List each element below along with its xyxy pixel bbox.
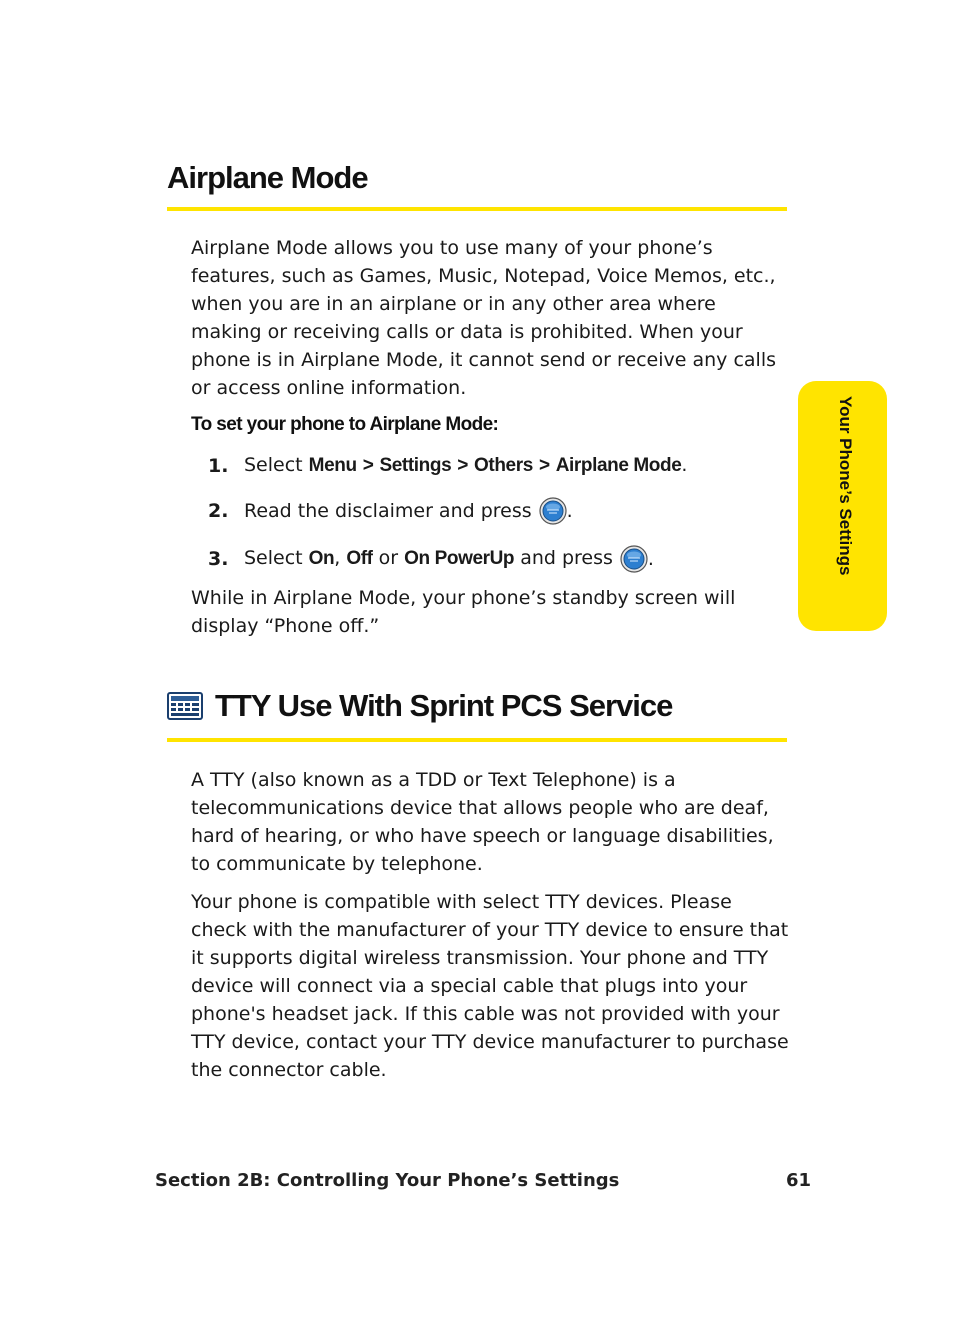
others-label: Others bbox=[474, 455, 533, 476]
airplane-mode-standby-note: While in Airplane Mode, your phone’s standby screen will display “Phone off.” bbox=[191, 587, 736, 637]
page-footer bbox=[155, 1170, 811, 1191]
section-divider bbox=[167, 207, 787, 211]
footer-section: Section 2B: Controlling Your Phone’s Settings bbox=[155, 1170, 620, 1191]
settings-label: Settings bbox=[379, 455, 452, 476]
menu-label: Menu bbox=[308, 455, 357, 476]
step-2: 2. Read the disclaimer and press . bbox=[208, 497, 788, 525]
on-powerup-option: On PowerUp bbox=[404, 548, 515, 569]
tty-keyboard-icon bbox=[167, 692, 203, 720]
step-number: 2. bbox=[208, 500, 229, 522]
step-1 bbox=[208, 451, 788, 480]
tty-compatibility: Your phone is compatible with select TTY devices. Please check with the manufacturer of your TTY device to ensure that it supports digital wireless transmission. Your phone and TTY device will connect via a special cable that plugs into your phone's headset jack. If this cable was not provided with your TTY device, contact your TTY device manufacturer to purchase the connector cable. bbox=[191, 891, 789, 1081]
step-number: 1. bbox=[208, 454, 229, 477]
step-text: Read the disclaimer and press bbox=[244, 500, 532, 522]
section-title-tty: TTY Use With Sprint PCS Service bbox=[167, 688, 787, 724]
page-number: 61 bbox=[785, 1170, 811, 1191]
side-tab-label: Your Phone’s Settings bbox=[836, 396, 855, 576]
off-option: Off bbox=[346, 548, 373, 569]
menu-ok-key-icon bbox=[620, 545, 648, 573]
step-3: 3. Select On, Off or On PowerUp and press . bbox=[208, 544, 788, 573]
menu-ok-key-icon bbox=[539, 497, 567, 525]
steps-heading: To set your phone to Airplane Mode: bbox=[191, 414, 499, 435]
section-divider bbox=[167, 738, 787, 742]
step-text: Select On, Off or On PowerUp and press bbox=[244, 547, 613, 569]
tty-intro: A TTY (also known as a TDD or Text Telephone) is a telecommunications device that allows people who are deaf, hard of hearing, or who have speech or language disabilities, to communicate by telephone. bbox=[191, 769, 774, 875]
step-text: Select Menu > Settings > Others > Airplane Mode. bbox=[244, 454, 688, 476]
side-tab bbox=[798, 381, 887, 631]
airplane-mode-label: Airplane Mode bbox=[555, 455, 682, 476]
step-number: 3. bbox=[208, 547, 229, 570]
on-option: On bbox=[308, 548, 335, 569]
airplane-mode-intro: Airplane Mode allows you to use many of your phone’s features, such as Games, Music, Notepad, Voice Memos, etc., when you are in an airplane or in any other area where making or receiving calls or data is prohibited. When your phone is in Airplane Mode, it cannot send or receive any calls or access online information. bbox=[191, 237, 777, 399]
section-title-airplane-mode: Airplane Mode bbox=[167, 160, 368, 195]
